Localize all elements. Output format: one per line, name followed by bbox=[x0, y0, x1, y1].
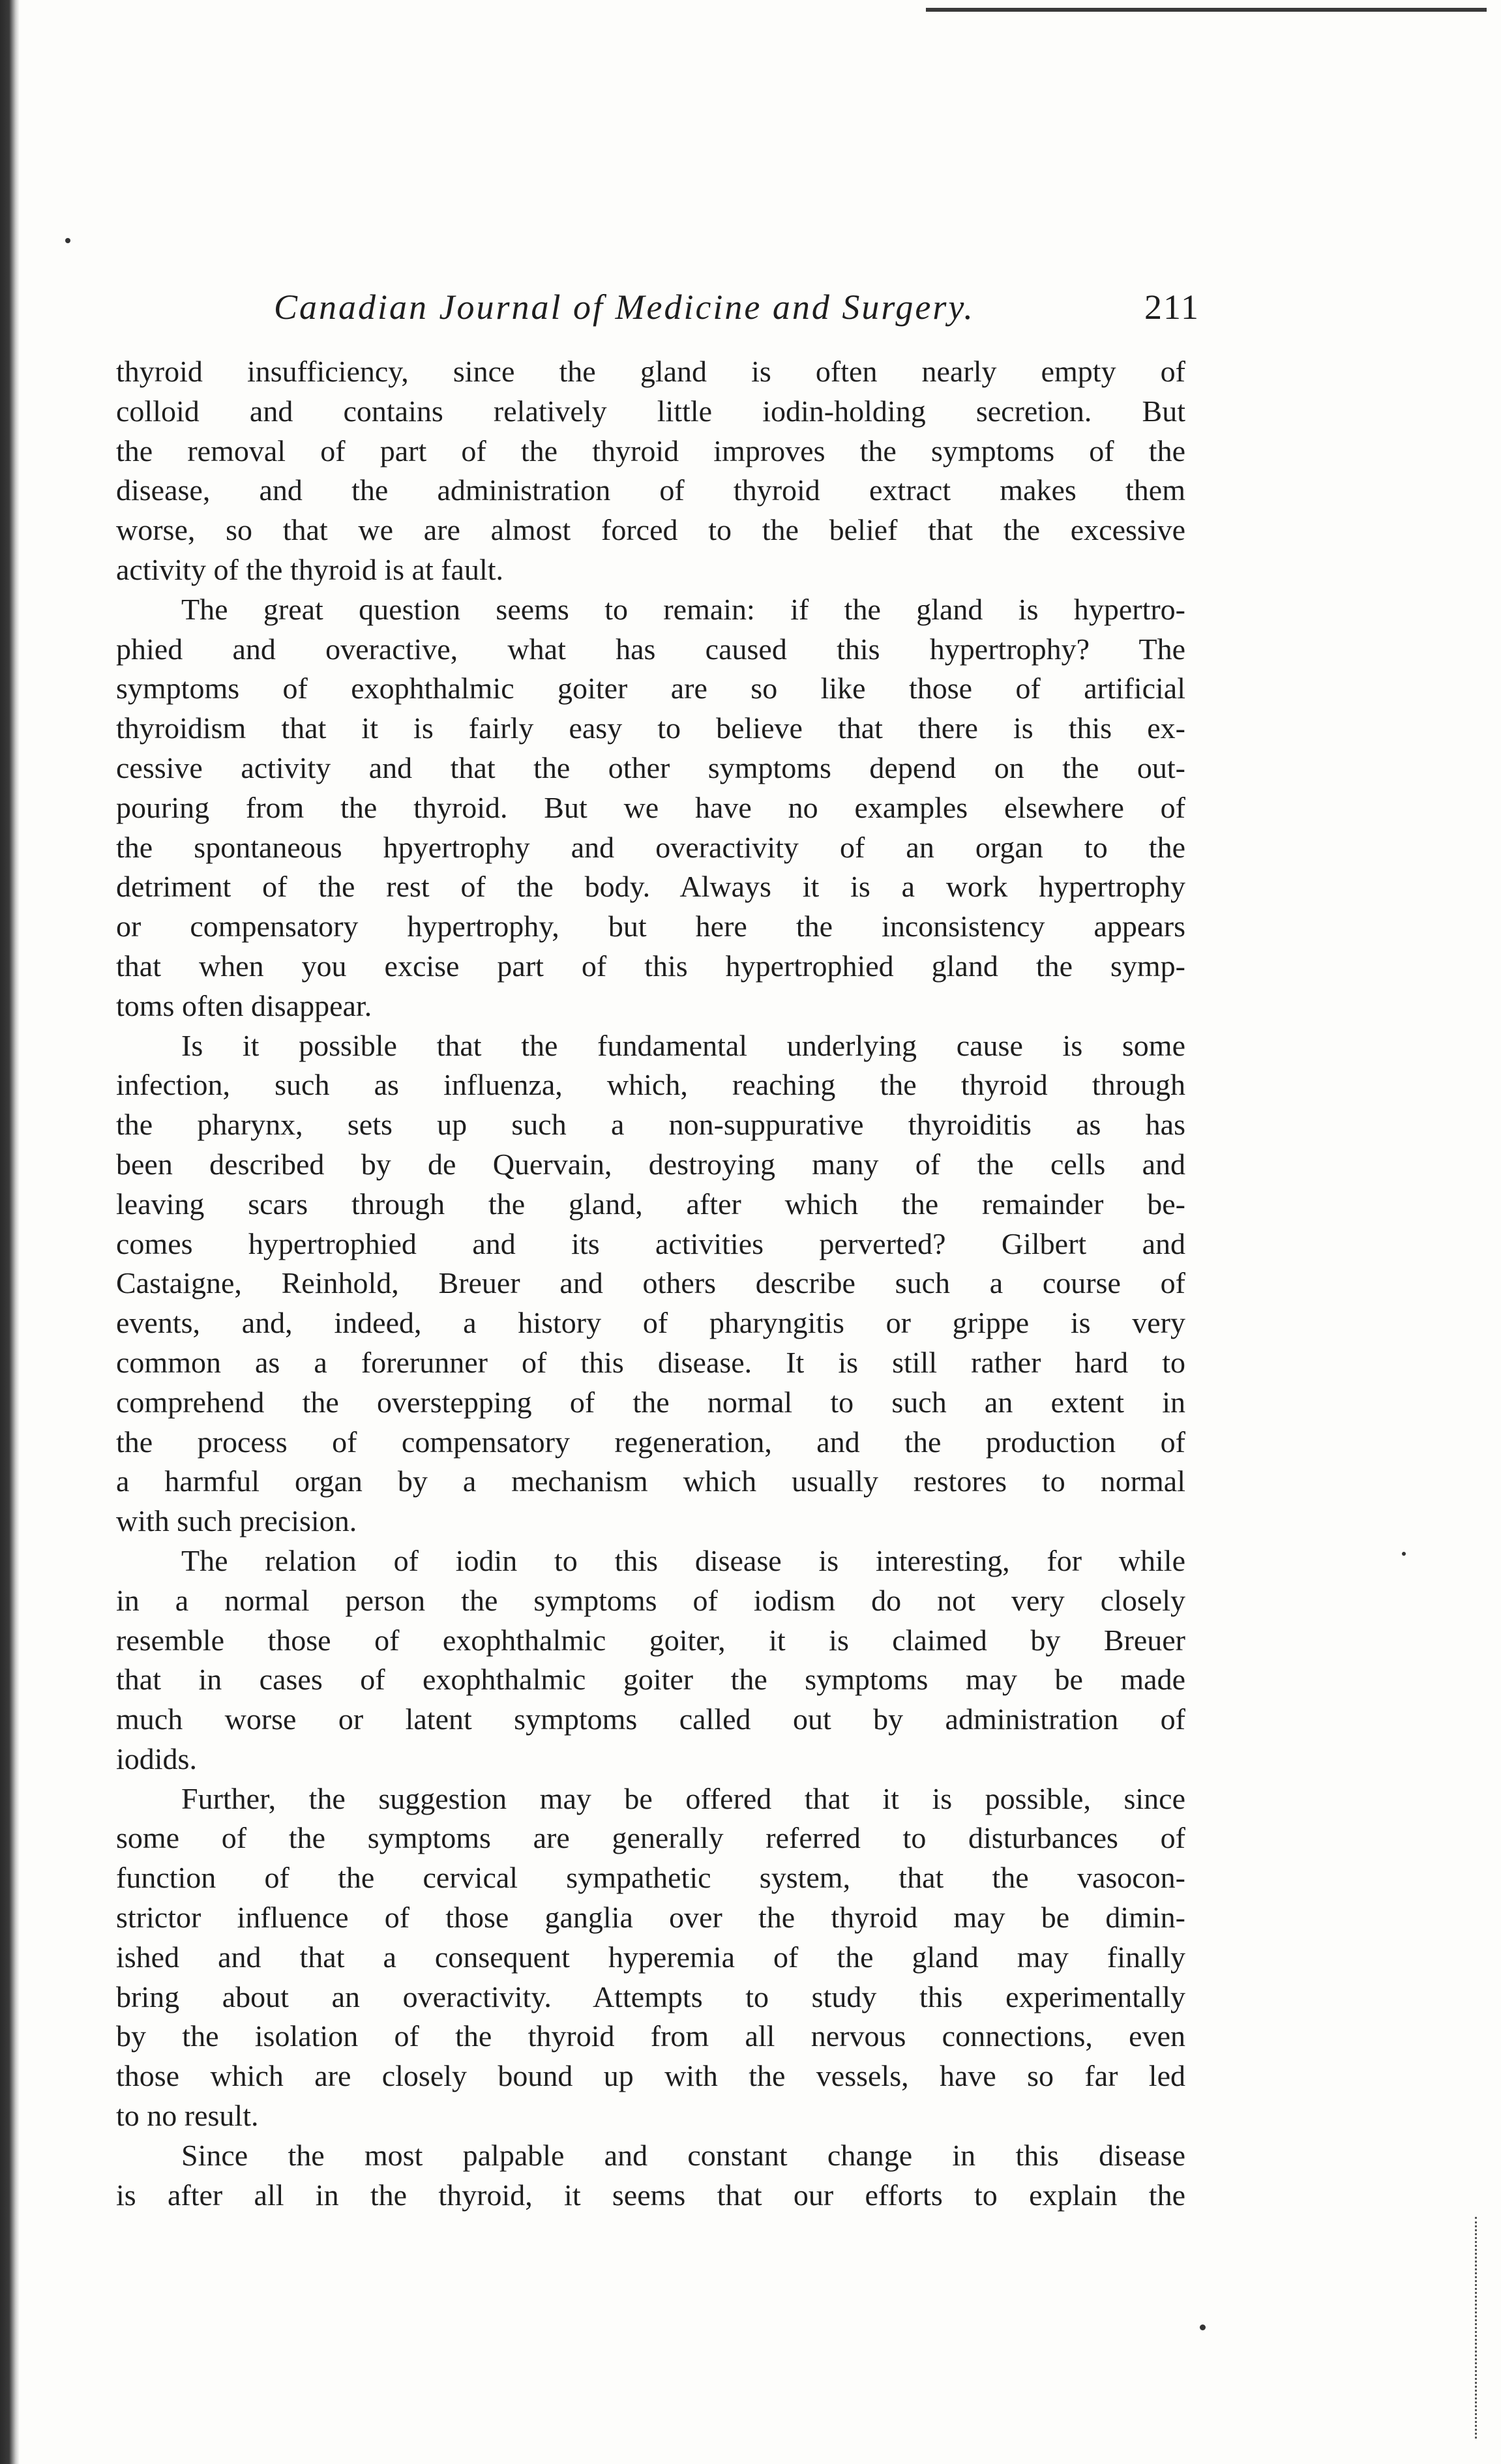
text-line: colloid and contains relatively little iodin-holding secretion. But bbox=[116, 394, 1185, 428]
text-line: toms often disappear. bbox=[116, 988, 372, 1022]
text-line: to no result. bbox=[116, 2099, 259, 2133]
text-line: detriment of the rest of the body. Always it is a work hypertrophy bbox=[116, 870, 1185, 904]
text-line: function of the cervical sympathetic system, that the vasocon- bbox=[116, 1861, 1185, 1895]
text-line: strictor influence of those ganglia over the thyroid may be dimin- bbox=[116, 1901, 1185, 1935]
running-header bbox=[117, 287, 1200, 339]
text-line: bring about an overactivity. Attempts to study this experimentally bbox=[116, 1980, 1185, 2013]
page-number: 211 bbox=[1144, 288, 1200, 327]
text-line: or compensatory hypertrophy, but here the inconsistency appears bbox=[116, 910, 1185, 943]
text-line: The relation of iodin to this disease is interesting, for while bbox=[181, 1543, 1185, 1577]
text-line: been described by de Quervain, destroying many of the cells and bbox=[116, 1147, 1185, 1181]
ink-speck bbox=[1200, 2324, 1206, 2330]
text-line: with such precision. bbox=[116, 1504, 357, 1538]
text-line: leaving scars through the gland, after which the remainder be- bbox=[116, 1187, 1185, 1221]
text-line: resemble those of exophthalmic goiter, it is claimed by Breuer bbox=[116, 1623, 1185, 1657]
text-line: the pharynx, sets up such a non-suppurative thyroiditis as has bbox=[116, 1108, 1185, 1142]
page-right-edge-specks bbox=[1475, 2217, 1481, 2439]
text-line: phied and overactive, what has caused this hypertrophy? The bbox=[116, 632, 1185, 666]
text-line: disease, and the administration of thyroid extract makes them bbox=[116, 473, 1185, 507]
text-line: common as a forerunner of this disease. It is still rather hard to bbox=[116, 1345, 1185, 1379]
text-line: in a normal person the symptoms of iodism do not very closely bbox=[116, 1583, 1185, 1617]
text-line: the spontaneous hpyertrophy and overactivity of an organ to the bbox=[116, 830, 1185, 864]
text-line: activity of the thyroid is at fault. bbox=[116, 552, 504, 586]
text-line: Is it possible that the fundamental underlying cause is some bbox=[181, 1028, 1185, 1062]
text-line: some of the symptoms are generally referred to disturbances of bbox=[116, 1821, 1185, 1855]
page-top-edge bbox=[926, 8, 1487, 12]
text-line: pouring from the thyroid. But we have no examples elsewhere of bbox=[116, 790, 1185, 824]
text-line: comes hypertrophied and its activities perverted? Gilbert and bbox=[116, 1226, 1185, 1260]
text-line: symptoms of exophthalmic goiter are so like those of artificial bbox=[116, 672, 1185, 705]
text-line: that when you excise part of this hypertrophied gland the symp- bbox=[116, 949, 1185, 983]
text-line: cessive activity and that the other symptoms depend on the out- bbox=[116, 750, 1185, 784]
text-line: worse, so that we are almost forced to the belief that the excessive bbox=[116, 513, 1185, 547]
text-line: thyroidism that it is fairly easy to believe that there is this ex- bbox=[116, 711, 1185, 745]
text-line: by the isolation of the thyroid from all nervous connections, even bbox=[116, 2019, 1185, 2053]
ink-speck bbox=[65, 238, 70, 243]
text-line: ished and that a consequent hyperemia of the gland may finally bbox=[116, 1940, 1185, 1974]
text-line: the process of compensatory regeneration, and the production of bbox=[116, 1425, 1185, 1459]
text-line: is after all in the thyroid, it seems that our efforts to explain the bbox=[116, 2178, 1185, 2212]
ink-speck bbox=[1402, 1552, 1406, 1556]
page-binding-edge bbox=[0, 0, 20, 2464]
text-line: thyroid insufficiency, since the gland is often nearly empty of bbox=[116, 355, 1185, 388]
text-line: that in cases of exophthalmic goiter the symptoms may be made bbox=[116, 1663, 1185, 1697]
text-line: The great question seems to remain: if the gland is hypertro- bbox=[181, 592, 1185, 626]
text-line: a harmful organ by a mechanism which usually restores to normal bbox=[116, 1464, 1185, 1498]
text-line: Further, the suggestion may be offered that it is possible, since bbox=[181, 1781, 1185, 1815]
text-line: infection, such as influenza, which, reaching the thyroid through bbox=[116, 1068, 1185, 1102]
text-line: those which are closely bound up with the vessels, have so far led bbox=[116, 2059, 1185, 2093]
text-line: Castaigne, Reinhold, Breuer and others describe such a course of bbox=[116, 1266, 1185, 1300]
text-line: much worse or latent symptoms called out by administration of bbox=[116, 1702, 1185, 1736]
article-body bbox=[116, 352, 1185, 2215]
text-line: the removal of part of the thyroid improves the symptoms of the bbox=[116, 434, 1185, 468]
text-line: iodids. bbox=[116, 1742, 197, 1775]
text-line: Since the most palpable and constant change in this disease bbox=[181, 2138, 1185, 2172]
journal-title: Canadian Journal of Medicine and Surgery. bbox=[274, 288, 975, 327]
text-line: events, and, indeed, a history of pharyngitis or grippe is very bbox=[116, 1306, 1185, 1340]
text-line: comprehend the overstepping of the normal to such an extent in bbox=[116, 1385, 1185, 1419]
